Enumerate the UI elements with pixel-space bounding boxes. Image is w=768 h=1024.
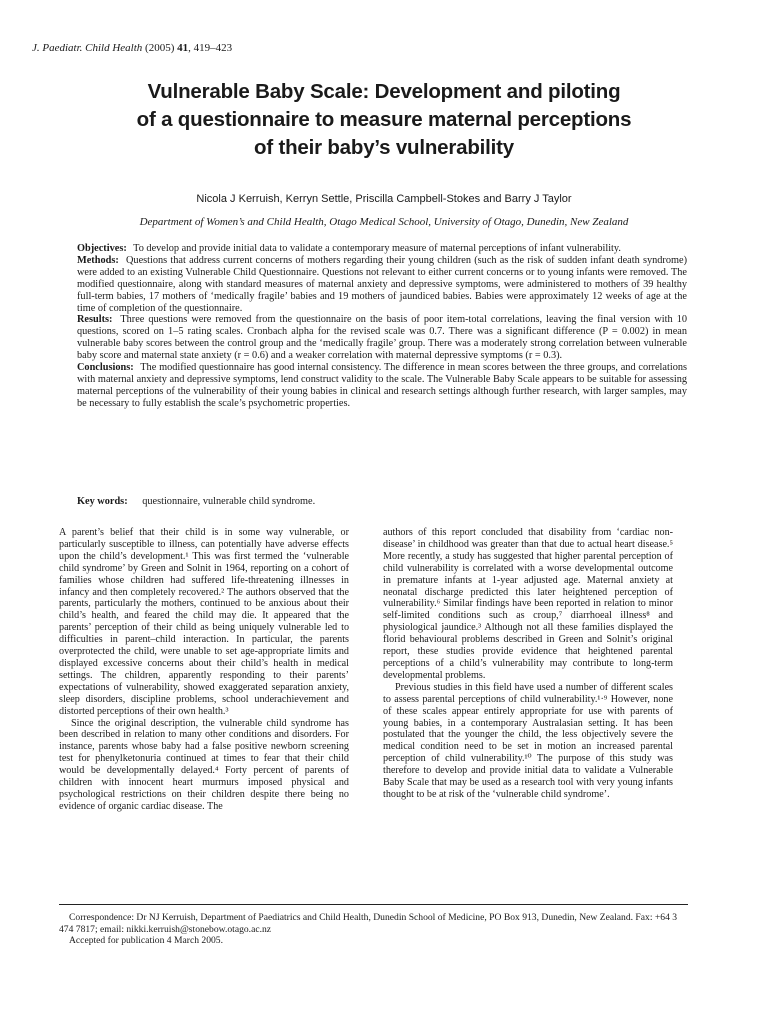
body-paragraph: Since the original description, the vulnerable child syndrome has been described in relation to many other conditions and disorders. For instance, parents whose baby had a false positive newborn screening test for phenylketonuria continued at times to fear that their child would be developmentally delayed.⁴ Forty percent of parents of children with innocent heart murmurs imposed physical and psychological restrictions on their children despite there being no evidence of organic cardiac disease. The <box>59 717 349 812</box>
body-column-left <box>59 527 349 813</box>
abstract-methods <box>77 255 687 315</box>
title-line-1: Vulnerable Baby Scale: Development and piloting <box>147 80 621 103</box>
results-text: Three questions were removed from the questionnaire on the basis of poor item-total correlations, leaving the final version with 10 questions, scored on 1–5 rating scales. Cronbach alpha for the revised scale was 0.7. There was a significant difference (P = 0.002) in mean vulnerable baby scores between the control group and the ‘medically fragile’ group. There was a moderately strong correlation between vulnerable baby score and maternal state anxiety (r = 0.6) and a weaker correlation with maternal depressive symptoms (r = 0.3). <box>77 314 687 362</box>
journal-volume: 41 <box>177 42 189 54</box>
methods-label: Methods: <box>77 254 119 266</box>
abstract-objectives <box>77 243 687 255</box>
title-line-2: of a questionnaire to measure maternal perceptions <box>136 108 632 131</box>
journal-citation <box>32 42 232 54</box>
footnote-divider <box>59 904 688 905</box>
objectives-label: Objectives: <box>77 243 127 254</box>
journal-year: (2005) <box>145 42 175 54</box>
abstract-conclusions <box>77 362 687 410</box>
correspondence-note: Correspondence: Dr NJ Kerruish, Department of Paediatrics and Child Health, Dunedin School of Medicine, PO Box 913, Dunedin, New Zealand. Fax: +64 3 474 7817; email: nikki.kerruish@stonebow.otago.ac.nz <box>59 912 678 935</box>
body-paragraph: authors of this report concluded that disability from ‘cardiac non-disease’ in childhood was greater than that due to actual heart disease.⁵ More recently, a study has suggested that higher parental perception of child vulnerability is correlated with a worse developmental outcome in premature infants at 1-year adjusted age. Maternal anxiety at neonatal discharge predicted this later heightened perception of vulnerability.⁶ Similar findings have been reported in relation to minor self-limited conditions such as croup,⁷ diarrhoeal illness⁸ and physiological jaundice.³ Although not all these families displayed the florid behavioural problems described in Green and Solnit’s original report, these studies provide evidence that heightened parental perceptions of a child’s vulnerability may contribute to long-term developmental problems. <box>383 527 673 681</box>
article-title <box>40 78 728 162</box>
conclusions-label: Conclusions: <box>77 362 134 374</box>
body-column-right <box>383 527 673 801</box>
title-line-3: of their baby’s vulnerability <box>254 136 514 159</box>
accepted-note: Accepted for publication 4 March 2005. <box>69 935 223 946</box>
journal-name: J. Paediatr. Child Health <box>32 42 143 54</box>
keywords-text: questionnaire, vulnerable child syndrome. <box>142 496 316 507</box>
body-paragraph: A parent’s belief that their child is in some way vulnerable, or particularly susceptible to illness, can potentially have adverse effects upon the child’s development.¹ This was first termed the ‘vulnerable child syndrome’ by Green and Solnit in 1964, reporting on a cohort of families whose children had suffered life-threatening illnesses in infancy and then completely recovered.² The authors observed that the parents, particularly the mothers, continued to be anxious about their child’s health, and feared the child may die. It appeared that the parents’ perception of their child as being uniquely vulnerable led to difficulties in parent–child interaction. In particular, the parents overprotected the child, were unable to set age-appropriate limits and displayed excessive concerns about their child’s health in medical settings. The children, apparently responding to their parents’ expectations of vulnerability, showed exaggerated separation anxiety, sleep disorders, discipline problems, school underachievement and distorted perceptions of their own health.³ <box>59 527 349 717</box>
journal-pages: , 419–423 <box>188 42 233 54</box>
body-paragraph: Previous studies in this field have used a number of different scales to assess parental perceptions of child vulnerability.¹·⁹ However, none of these scales appear entirely appropriate for use with parents of young babies, in a contemporary Australasian setting. It has been postulated that the younger the child, the less objectively severe the medical condition need to be set in motion an increased parental perception of child vulnerability.¹⁰ The purpose of this study was therefore to develop and provide initial data to validate a Vulnerable Baby Scale that may be used as a research tool with very young infants thought to be at risk of the ‘vulnerable child syndrome’. <box>383 681 673 800</box>
methods-text: Questions that address current concerns of mothers regarding their young children (such as the risk of sudden infant death syndrome) were added to an existing Vulnerable Child Questionnaire. Questions not relevant to either current concerns or to young infants were removed. The modified questionnaire, along with standard measures of maternal anxiety and depressive symptoms, were administered to mothers of 39 healthy full-term babies, 17 mothers of ‘medically fragile’ babies and 19 mothers of jaundiced babies. Babies were approximately 12 weeks of age at the time of completion of the questionnaire. <box>77 254 688 314</box>
keywords <box>77 496 315 507</box>
footnote <box>59 912 688 947</box>
objectives-text: To develop and provide initial data to validate a contemporary measure of maternal perceptions of infant vulnerability. <box>133 243 621 254</box>
abstract-results <box>77 314 687 362</box>
affiliation: Department of Women’s and Child Health, Otago Medical School, University of Otago, Dunedin, New Zealand <box>139 216 629 228</box>
author-list: Nicola J Kerruish, Kerryn Settle, Priscilla Campbell-Stokes and Barry J Taylor <box>196 193 572 205</box>
results-label: Results: <box>77 314 113 326</box>
keywords-label: Key words: <box>77 496 128 507</box>
abstract <box>77 243 687 410</box>
conclusions-text: The modified questionnaire has good internal consistency. The difference in mean scores between the three groups, and correlations with maternal anxiety and depressive symptoms, lend construct validity to the scale. The Vulnerable Baby Scale appears to be suitable for assessing maternal perceptions of the vulnerability of their young babies in clinical and research settings although further research, with larger samples, may be necessary to fully establish the scale’s psychometric properties. <box>77 362 687 409</box>
